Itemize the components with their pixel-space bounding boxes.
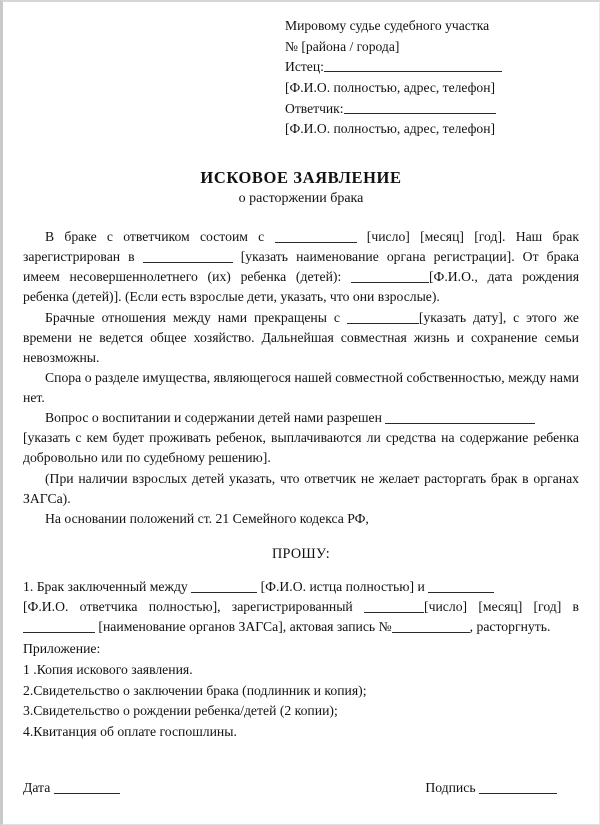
c1-blank-record-number[interactable] <box>392 620 470 634</box>
c1-blank-defendant[interactable] <box>428 579 494 593</box>
p1-seg3: [указать наименование органа регистрации]. От брака имеем несовершеннолетнего (их) ребенка (детей): <box>23 249 580 285</box>
c1-seg1: 1. Брак заключенный между <box>23 579 188 595</box>
plaintiff-row <box>285 57 579 78</box>
signature-label: Подпись <box>425 780 476 796</box>
plaintiff-blank[interactable] <box>324 59 502 73</box>
attachment-item: 2.Свидетельство о заключении брака (подлинник и копия); <box>23 682 367 698</box>
c1-blank-regdate[interactable] <box>364 600 424 614</box>
page-title: ИСКОВОЕ ЗАЯВЛЕНИЕ <box>200 167 402 187</box>
p4-seg1: Вопрос о воспитании и содержании детей нами разрешен <box>45 410 382 426</box>
paragraph-legal-basis: На основании положений ст. 21 Семейного кодекса РФ, <box>45 510 369 526</box>
attachment-item: 1 .Копия искового заявления. <box>23 662 193 678</box>
paragraph-marriage-details <box>23 227 579 308</box>
p2-blank-date[interactable] <box>347 310 419 324</box>
p4-seg2: [указать с кем будет проживать ребенок, выплачиваются ли средства на содержание ребенка добровольно или по судебному решению]. <box>23 430 579 466</box>
court-line-1: Мировому судье судебного участка <box>285 18 490 33</box>
p1-blank-registry[interactable] <box>143 249 233 263</box>
request-heading: ПРОШУ: <box>271 546 331 563</box>
page-subtitle: о расторжении брака <box>238 190 364 206</box>
court-line-2: № [района / города] <box>285 38 400 54</box>
signature-field-group <box>425 780 557 796</box>
date-label: Дата <box>23 780 51 796</box>
addressee-block <box>285 16 579 140</box>
p1-seg1: В браке с ответчиком состоим с <box>45 228 265 244</box>
defendant-hint: [Ф.И.О. полностью, адрес, телефон] <box>285 121 496 137</box>
signature-blank[interactable] <box>479 781 557 795</box>
attachment-item: 4.Квитанция об оплате госпошлины. <box>23 723 237 739</box>
p1-seg4: [Ф.И.О., дата рождения ребенка (детей)]. (Если есть взрослые дети, указать, что они взрослые). <box>23 269 579 305</box>
plaintiff-label: Истец: <box>285 59 324 75</box>
paragraph-children-upbringing <box>23 408 579 468</box>
attachment-item: 3.Свидетельство о рождении ребенка/детей (2 копии); <box>23 703 338 719</box>
paragraph-adult-children-note: (При наличии взрослых детей указать, что ответчик не желает расторгать брак в органах ЗАГСа). <box>23 470 579 506</box>
c1-seg4: [число] [месяц] [год] в <box>424 599 580 615</box>
c1-seg5: [наименование органов ЗАГСа], актовая запись № <box>98 619 392 635</box>
date-blank[interactable] <box>54 781 120 795</box>
paragraph-no-property-dispute: Спора о разделе имущества, являющегося нашей совместной собственностью, между нами нет. <box>23 369 579 406</box>
defendant-blank[interactable] <box>344 100 496 114</box>
c1-blank-plaintiff[interactable] <box>191 579 257 593</box>
document-body <box>3 2 599 824</box>
date-field-group <box>23 780 120 796</box>
p1-blank-date[interactable] <box>275 229 357 243</box>
plaintiff-hint: [Ф.И.О. полностью, адрес, телефон] <box>285 79 496 95</box>
p2-seg1: Брачные отношения между нами прекращены с <box>45 309 340 325</box>
c1-blank-zags[interactable] <box>23 620 95 634</box>
attachments-heading: Приложение: <box>23 641 101 657</box>
p4-blank-resolution[interactable] <box>385 411 535 425</box>
defendant-row <box>285 99 579 120</box>
claim-item-1 <box>23 577 579 637</box>
c1-seg6: , расторгнуть. <box>469 619 551 635</box>
defendant-label: Ответчик: <box>285 100 344 116</box>
paragraph-relations-ended <box>23 308 579 368</box>
p1-seg2: [число] [месяц] [год]. Наш брак зарегистрирован в <box>23 228 579 265</box>
c1-seg2: [Ф.И.О. истца полностью] и <box>260 579 425 595</box>
title-block <box>23 168 579 207</box>
p1-blank-children[interactable] <box>351 270 429 284</box>
body-text <box>23 227 579 529</box>
attachments-block <box>23 639 579 742</box>
c1-seg3: [Ф.И.О. ответчика полностью], зарегистрированный <box>23 599 353 615</box>
claims-block <box>23 577 579 637</box>
p2-seg2: [указать дату], с этого же времени не ведется общее хозяйство. Дальнейшая совместная жизнь и сохранение семьи невозможны. <box>23 309 579 365</box>
signature-footer <box>23 780 579 796</box>
